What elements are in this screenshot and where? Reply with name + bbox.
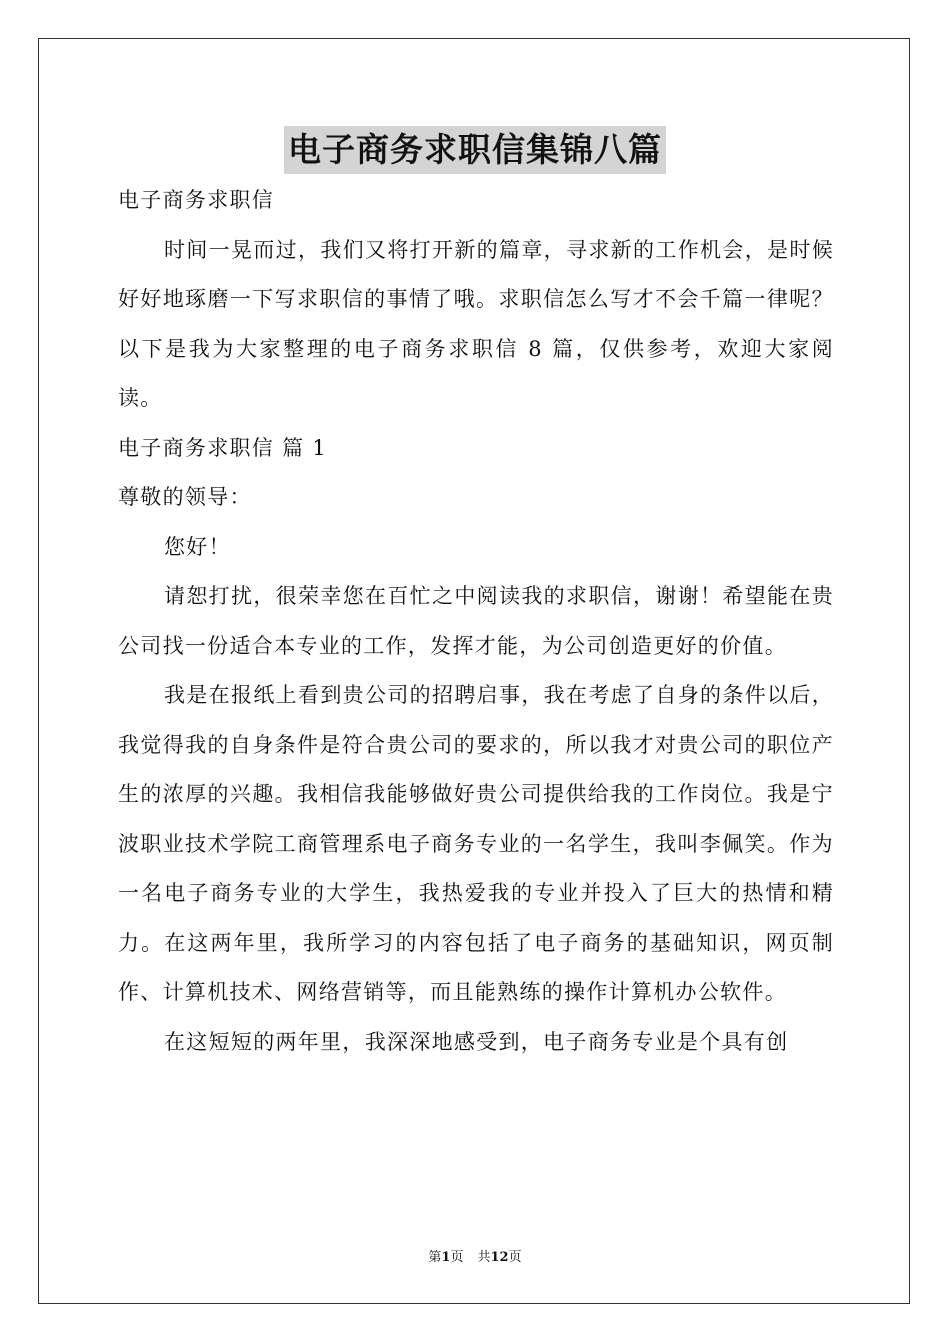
- document-title: 电子商务求职信集锦八篇: [284, 126, 666, 174]
- paragraph-body: 请恕打扰，很荣幸您在百忙之中阅读我的求职信，谢谢！希望能在贵公司找一份适合本专业的工作，发挥才能，为公司创造更好的价值。: [118, 584, 834, 658]
- paragraph-subtitle: 电子商务求职信: [118, 188, 275, 212]
- footer-page-suffix: 页: [450, 1250, 464, 1265]
- paragraph-body: 在这短短的两年里，我深深地感受到，电子商务专业是个具有创: [164, 1029, 789, 1054]
- paragraph-salutation: 尊敬的领导：: [118, 485, 252, 509]
- page-footer: [0, 1246, 950, 1265]
- footer-page-prefix: 第: [428, 1250, 442, 1265]
- footer-total-prefix: 共: [477, 1250, 491, 1265]
- document-body: [118, 176, 834, 1067]
- paragraph-greeting: 您好！: [164, 534, 231, 559]
- footer-page-number: 1: [441, 1250, 451, 1265]
- paragraph-section-heading: 电子商务求职信 篇 1: [118, 435, 328, 460]
- footer-total-number: 12: [490, 1250, 509, 1265]
- paragraph-body: 我是在报纸上看到贵公司的招聘启事，我在考虑了自身的条件以后，我觉得我的自身条件是符合贵公司的要求的，所以我才对贵公司的职位产生的浓厚的兴趣。我相信我能够做好贵公司提供给我的工作岗位。我是宁波职业技术学院工商管理系电子商务专业的一名学生，我叫李佩笑。作为一名电子商务专业的大学生，我热爱我的专业并投入了巨大的热情和精力。在这两年里，我所学习的内容包括了电子商务的基础知识，网页制作、计算机技术、网络营销等，而且能熟练的操作计算机办公软件。: [118, 683, 834, 1004]
- title-container: [0, 126, 950, 174]
- footer-total-suffix: 页: [508, 1250, 522, 1265]
- paragraph-intro: 时间一晃而过，我们又将打开新的篇章，寻求新的工作机会，是时候好好地琢磨一下写求职信的事情了哦。求职信怎么写才不会千篇一律呢？以下是我为大家整理的电子商务求职信 8 篇，仅供参考，欢迎大家阅读。: [118, 237, 834, 410]
